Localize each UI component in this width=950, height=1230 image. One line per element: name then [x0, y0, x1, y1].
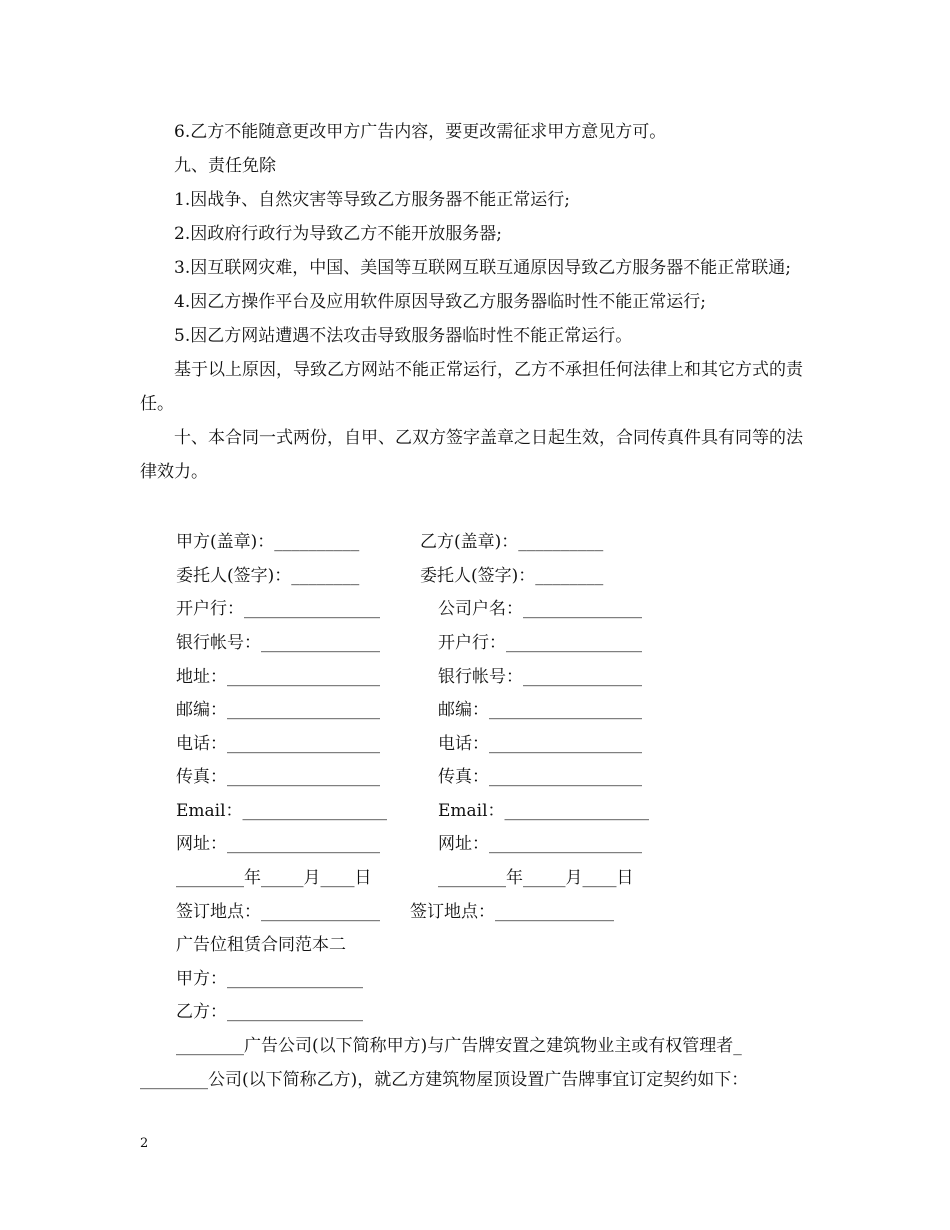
section-10-clause: 十、本合同一式两份，自甲、乙双方签字盖章之日起生效，合同传真件具有同等的法律效力。 — [140, 428, 803, 482]
form-row — [176, 794, 776, 828]
exemption-1: 1.因战争、自然灾害等导致乙方服务器不能正常运行; — [174, 190, 570, 210]
party-a-fax-field[interactable]: 传真：__________________ — [176, 767, 380, 787]
party-a-website-field[interactable]: 网址：__________________ — [176, 834, 380, 854]
exemption-4: 4.因乙方操作平台及应用软件原因导致乙方服务器临时性不能正常运行; — [174, 292, 706, 312]
party-a-account-no-field[interactable]: 银行帐号：______________ — [176, 633, 380, 653]
form-row — [176, 660, 776, 694]
party-a-seal-field[interactable]: 甲方(盖章)：__________ — [176, 532, 360, 552]
form-row — [176, 861, 776, 895]
exemption-3: 3.因互联网灾难，中国、美国等互联网互联互通原因导致乙方服务器不能正常联通; — [174, 258, 791, 278]
party-b-website-field[interactable]: 网址：__________________ — [438, 834, 642, 854]
form-row — [176, 525, 776, 559]
party-b-email-field[interactable]: Email：_________________ — [438, 801, 650, 821]
party-a-email-field[interactable]: Email：_________________ — [176, 801, 388, 821]
party-b-seal-field[interactable]: 乙方(盖章)：__________ — [420, 532, 604, 552]
party-b-signing-place-field[interactable]: 签订地点：______________ — [410, 902, 614, 922]
exemption-2: 2.因政府行政行为导致乙方不能开放服务器; — [174, 224, 502, 244]
form-row — [176, 895, 776, 929]
party-a-phone-field[interactable]: 电话：__________________ — [176, 734, 380, 754]
section-9-heading: 九、责任免除 — [174, 156, 276, 176]
form-row — [176, 626, 776, 660]
party-b-account-no-field[interactable]: 银行帐号：______________ — [438, 667, 642, 687]
section-2-title: 广告位租赁合同范本二 — [176, 935, 346, 955]
party-b-postcode-field[interactable]: 邮编：__________________ — [438, 700, 642, 720]
form-row — [176, 693, 776, 727]
exemption-summary: 基于以上原因，导致乙方网站不能正常运行，乙方不承担任何法律上和其它方式的责任。 — [140, 360, 803, 414]
clause-6: 6.乙方不能随意更改甲方广告内容，要更改需征求甲方意见方可。 — [174, 122, 667, 142]
contract-intro-line: ________广告公司(以下简称甲方)与广告牌安置之建筑物业主或有权管理者_ — [176, 1036, 742, 1056]
party-b-fax-field[interactable]: 传真：__________________ — [438, 767, 642, 787]
party-a-field[interactable]: 甲方：________________ — [176, 969, 363, 989]
exemption-5: 5.因乙方网站遭遇不法攻击导致服务器临时性不能正常运行。 — [174, 326, 633, 346]
party-b-account-name-field[interactable]: 公司户名：______________ — [438, 599, 642, 619]
party-b-phone-field[interactable]: 电话：__________________ — [438, 734, 642, 754]
contract-intro-line: ________公司(以下简称乙方)，就乙方建筑物屋顶设置广告牌事宜订定契约如下： — [140, 1070, 749, 1090]
form-row — [176, 592, 776, 626]
form-row — [176, 559, 776, 593]
party-b-date-field[interactable]: ________年_____月____日 — [438, 868, 634, 888]
party-b-bank-field[interactable]: 开户行：________________ — [438, 633, 642, 653]
party-b-agent-field[interactable]: 委托人(签字)：________ — [420, 566, 604, 586]
party-a-bank-field[interactable]: 开户行：________________ — [176, 599, 380, 619]
form-row — [176, 760, 776, 794]
form-row — [176, 827, 776, 861]
party-a-postcode-field[interactable]: 邮编：__________________ — [176, 700, 380, 720]
contract-body — [140, 115, 812, 489]
party-a-agent-field[interactable]: 委托人(签字)：________ — [176, 566, 360, 586]
party-a-date-field[interactable]: ________年_____月____日 — [176, 868, 372, 888]
form-row — [176, 727, 776, 761]
party-b-field[interactable]: 乙方：________________ — [176, 1002, 363, 1022]
party-a-address-field[interactable]: 地址：__________________ — [176, 667, 380, 687]
page-number: 2 — [140, 1136, 149, 1151]
party-a-signing-place-field[interactable]: 签订地点：______________ — [176, 902, 380, 922]
